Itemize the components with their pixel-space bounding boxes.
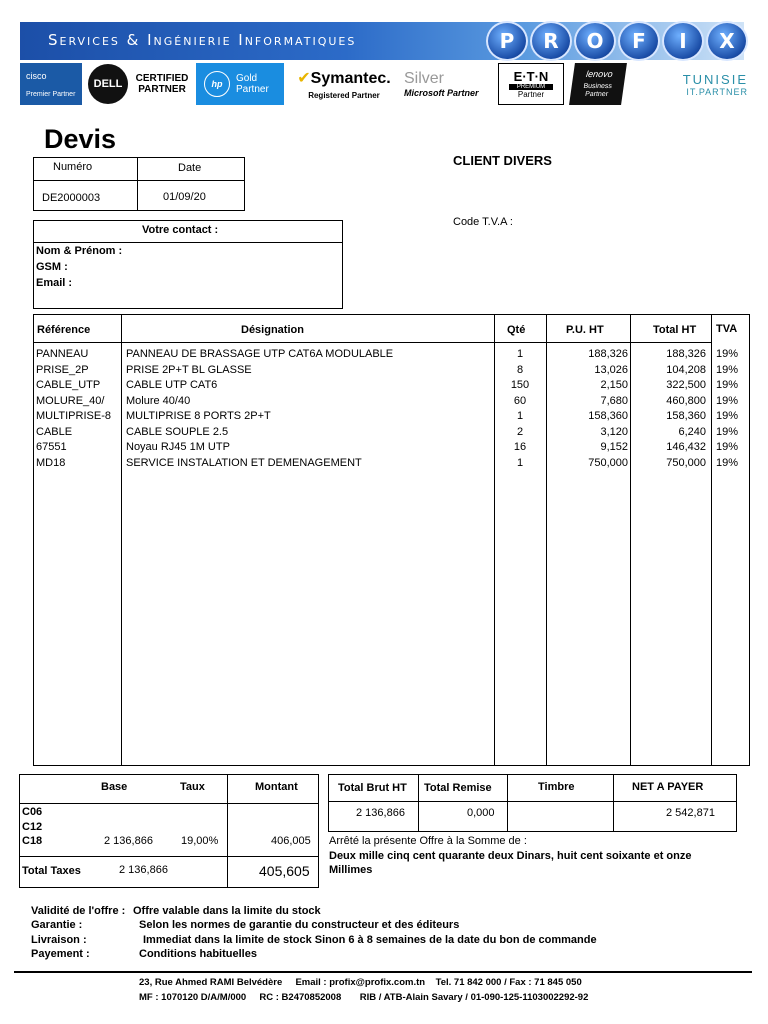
divider <box>33 242 343 243</box>
total-brut-header: Total Brut HT <box>338 782 407 794</box>
hp-logo: hp Gold Partner <box>196 63 284 105</box>
client-name: CLIENT DIVERS <box>453 153 552 168</box>
col-header-qte: Qté <box>507 324 526 336</box>
numero-value: DE2000003 <box>42 192 101 204</box>
page-title: Devis <box>44 124 117 154</box>
logo-letter: R <box>530 21 572 61</box>
contact-title: Votre contact : <box>142 224 219 236</box>
total-taxes-amount: 405,605 <box>259 863 310 879</box>
col-header-des: Désignation <box>241 324 304 336</box>
divider <box>121 314 122 766</box>
cell-pu: 188,326 <box>588 348 628 360</box>
profix-logo <box>486 21 748 61</box>
eaton-logo: E·T·N PREMIUM Partner <box>498 63 564 105</box>
symantec-logo: ✔Symantec. Registered Partner <box>297 70 391 100</box>
col-header-ref: Référence <box>37 324 91 336</box>
date-label: Date <box>178 162 202 174</box>
cell-pu: 7,680 <box>600 394 628 407</box>
arrete-text: Arrêté la présente Offre à la Somme de : <box>329 835 527 847</box>
cell-des: SERVICE INSTALATION ET DEMENAGEMENT <box>126 456 362 469</box>
cell-qte: 1 <box>516 410 524 422</box>
divider <box>507 774 508 832</box>
cell-qte: 8 <box>516 363 524 376</box>
condition-value: Conditions habituelles <box>139 948 257 960</box>
col-header-total: Total HT <box>653 324 697 336</box>
dell-logo: DELL CERTIFIED PARTNER <box>86 63 194 105</box>
numero-label: Numéro <box>53 161 93 173</box>
cell-tva: 19% <box>716 348 739 360</box>
condition-label: Garantie : <box>31 919 83 931</box>
col-header-pu: P.U. HT <box>566 324 604 336</box>
cell-ref: PRISE_2P <box>36 363 89 376</box>
cell-ref: PANNEAU <box>36 348 89 360</box>
nom-label: Nom & Prénom : <box>36 245 123 257</box>
total-brut-value: 2 136,866 <box>356 807 405 819</box>
cell-qte: 16 <box>513 441 527 453</box>
timbre-header: Timbre <box>538 781 575 793</box>
cell-ref: 67551 <box>36 441 67 453</box>
amount-in-words: Deux mille cinq cent quarante deux Dinars, huit cent soixante et onze <box>329 850 692 862</box>
cell-total: 6,240 <box>678 425 706 438</box>
cell-tva: 19% <box>716 363 739 376</box>
cell-des: CABLE SOUPLE 2.5 <box>126 425 229 438</box>
cell-ref: MULTIPRISE-8 <box>36 410 111 422</box>
divider <box>19 803 319 804</box>
net-a-payer-header: NET A PAYER <box>632 781 704 793</box>
divider <box>33 180 245 181</box>
total-taxes-base: 2 136,866 <box>119 864 168 876</box>
total-remise-value: 0,000 <box>467 807 495 819</box>
footer-divider <box>14 971 752 973</box>
cell-tva: 19% <box>716 394 739 407</box>
cell-pu: 13,026 <box>594 363 628 376</box>
divider <box>137 157 138 211</box>
net-a-payer-value: 2 542,871 <box>666 807 715 819</box>
logo-letter: X <box>706 21 748 61</box>
cell-qte: 1 <box>516 456 524 469</box>
cell-des: MULTIPRISE 8 PORTS 2P+T <box>126 410 271 422</box>
banner-text: Services & Ingénierie Informatiques <box>48 31 357 49</box>
cell-qte: 2 <box>516 425 524 438</box>
cell-ref: CABLE <box>36 425 73 438</box>
cell-total: 158,360 <box>666 410 706 422</box>
cell-tva: 19% <box>716 410 739 422</box>
cell-pu: 158,360 <box>588 410 628 422</box>
condition-value: Immediat dans la limite de stock Sinon 6 à 8 semaines de la date du bon de commande <box>143 934 597 946</box>
logo-letter: P <box>486 21 528 61</box>
amount-in-words: Millimes <box>329 864 373 876</box>
cell-tva: 19% <box>716 379 739 391</box>
condition-value: Selon les normes de garantie du constructeur et des éditeurs <box>139 919 460 931</box>
date-value: 01/09/20 <box>163 191 206 203</box>
cell-pu: 9,152 <box>600 441 628 453</box>
total-taxes-label: Total Taxes <box>22 865 81 877</box>
footer-legal: MF : 1070120 D/A/M/000 RC : B2470852008 RIB / ATB-Alain Savary / 01-090-125-1103002292-92 <box>139 992 589 1003</box>
cell-ref: MOLURE_40/ <box>36 394 105 407</box>
divider <box>613 774 614 832</box>
tax-code: C06 <box>22 806 43 818</box>
tax-header-base: Base <box>101 781 128 793</box>
divider <box>227 774 228 888</box>
divider <box>630 314 631 766</box>
cell-total: 460,800 <box>666 394 706 407</box>
cell-pu: 3,120 <box>600 425 628 438</box>
logo-letter: I <box>662 21 704 61</box>
gsm-label: GSM : <box>36 261 68 273</box>
cell-total: 750,000 <box>666 456 706 469</box>
tax-amount: 406,005 <box>271 835 311 847</box>
condition-value: Offre valable dans la limite du stock <box>133 905 321 917</box>
cell-des: Noyau RJ45 1M UTP <box>126 441 230 453</box>
cell-ref: CABLE_UTP <box>36 379 101 391</box>
divider <box>33 342 712 343</box>
cell-tva: 19% <box>716 425 739 438</box>
tax-code: C18 <box>22 835 43 847</box>
cell-qte: 150 <box>510 379 530 391</box>
tax-header-montant: Montant <box>255 781 298 793</box>
tva-code-label: Code T.V.A : <box>453 216 513 228</box>
divider <box>494 314 495 766</box>
tunisie-logo: TUNISIE IT.PARTNER <box>682 71 748 97</box>
divider <box>418 774 419 832</box>
lenovo-logo: lenovo Business Partner <box>569 63 627 105</box>
partner-logos <box>20 63 750 107</box>
cell-total: 188,326 <box>666 348 706 360</box>
cell-pu: 2,150 <box>600 379 628 391</box>
tax-base: 2 136,866 <box>104 835 153 847</box>
condition-label: Payement : <box>31 948 90 960</box>
cell-des: Molure 40/40 <box>126 394 191 407</box>
microsoft-logo: Silver Microsoft Partner <box>404 70 479 98</box>
tax-rate: 19,00% <box>181 835 219 847</box>
tax-header-taux: Taux <box>180 781 205 793</box>
cell-tva: 19% <box>716 456 739 469</box>
tax-code: C12 <box>22 821 43 833</box>
condition-label: Livraison : <box>31 934 87 946</box>
cell-tva: 19% <box>716 441 739 453</box>
divider <box>546 314 547 766</box>
col-header-tva: TVA <box>716 323 738 335</box>
cell-total: 104,208 <box>666 363 706 376</box>
cell-des: PANNEAU DE BRASSAGE UTP CAT6A MODULABLE <box>126 348 394 360</box>
footer-address: 23, Rue Ahmed RAMI Belvédère Email : profix@profix.com.tn Tel. 71 842 000 / Fax : 71 845 050 <box>139 977 582 988</box>
cell-qte: 1 <box>516 348 524 360</box>
cell-pu: 750,000 <box>588 456 628 469</box>
cell-qte: 60 <box>513 394 527 407</box>
logo-letter: F <box>618 21 660 61</box>
email-label: Email : <box>36 277 73 289</box>
total-remise-header: Total Remise <box>424 782 492 794</box>
check-icon: ✔ <box>297 70 311 87</box>
cell-des: CABLE UTP CAT6 <box>126 379 218 391</box>
logo-letter: O <box>574 21 616 61</box>
divider <box>328 801 737 802</box>
cell-total: 322,500 <box>666 379 706 391</box>
condition-label: Validité de l'offre : <box>31 905 126 917</box>
cell-total: 146,432 <box>666 441 706 453</box>
cell-ref: MD18 <box>36 456 66 469</box>
cisco-logo: cisco Premier Partner <box>20 63 82 105</box>
cell-des: PRISE 2P+T BL GLASSE <box>126 363 252 376</box>
divider <box>19 856 319 857</box>
